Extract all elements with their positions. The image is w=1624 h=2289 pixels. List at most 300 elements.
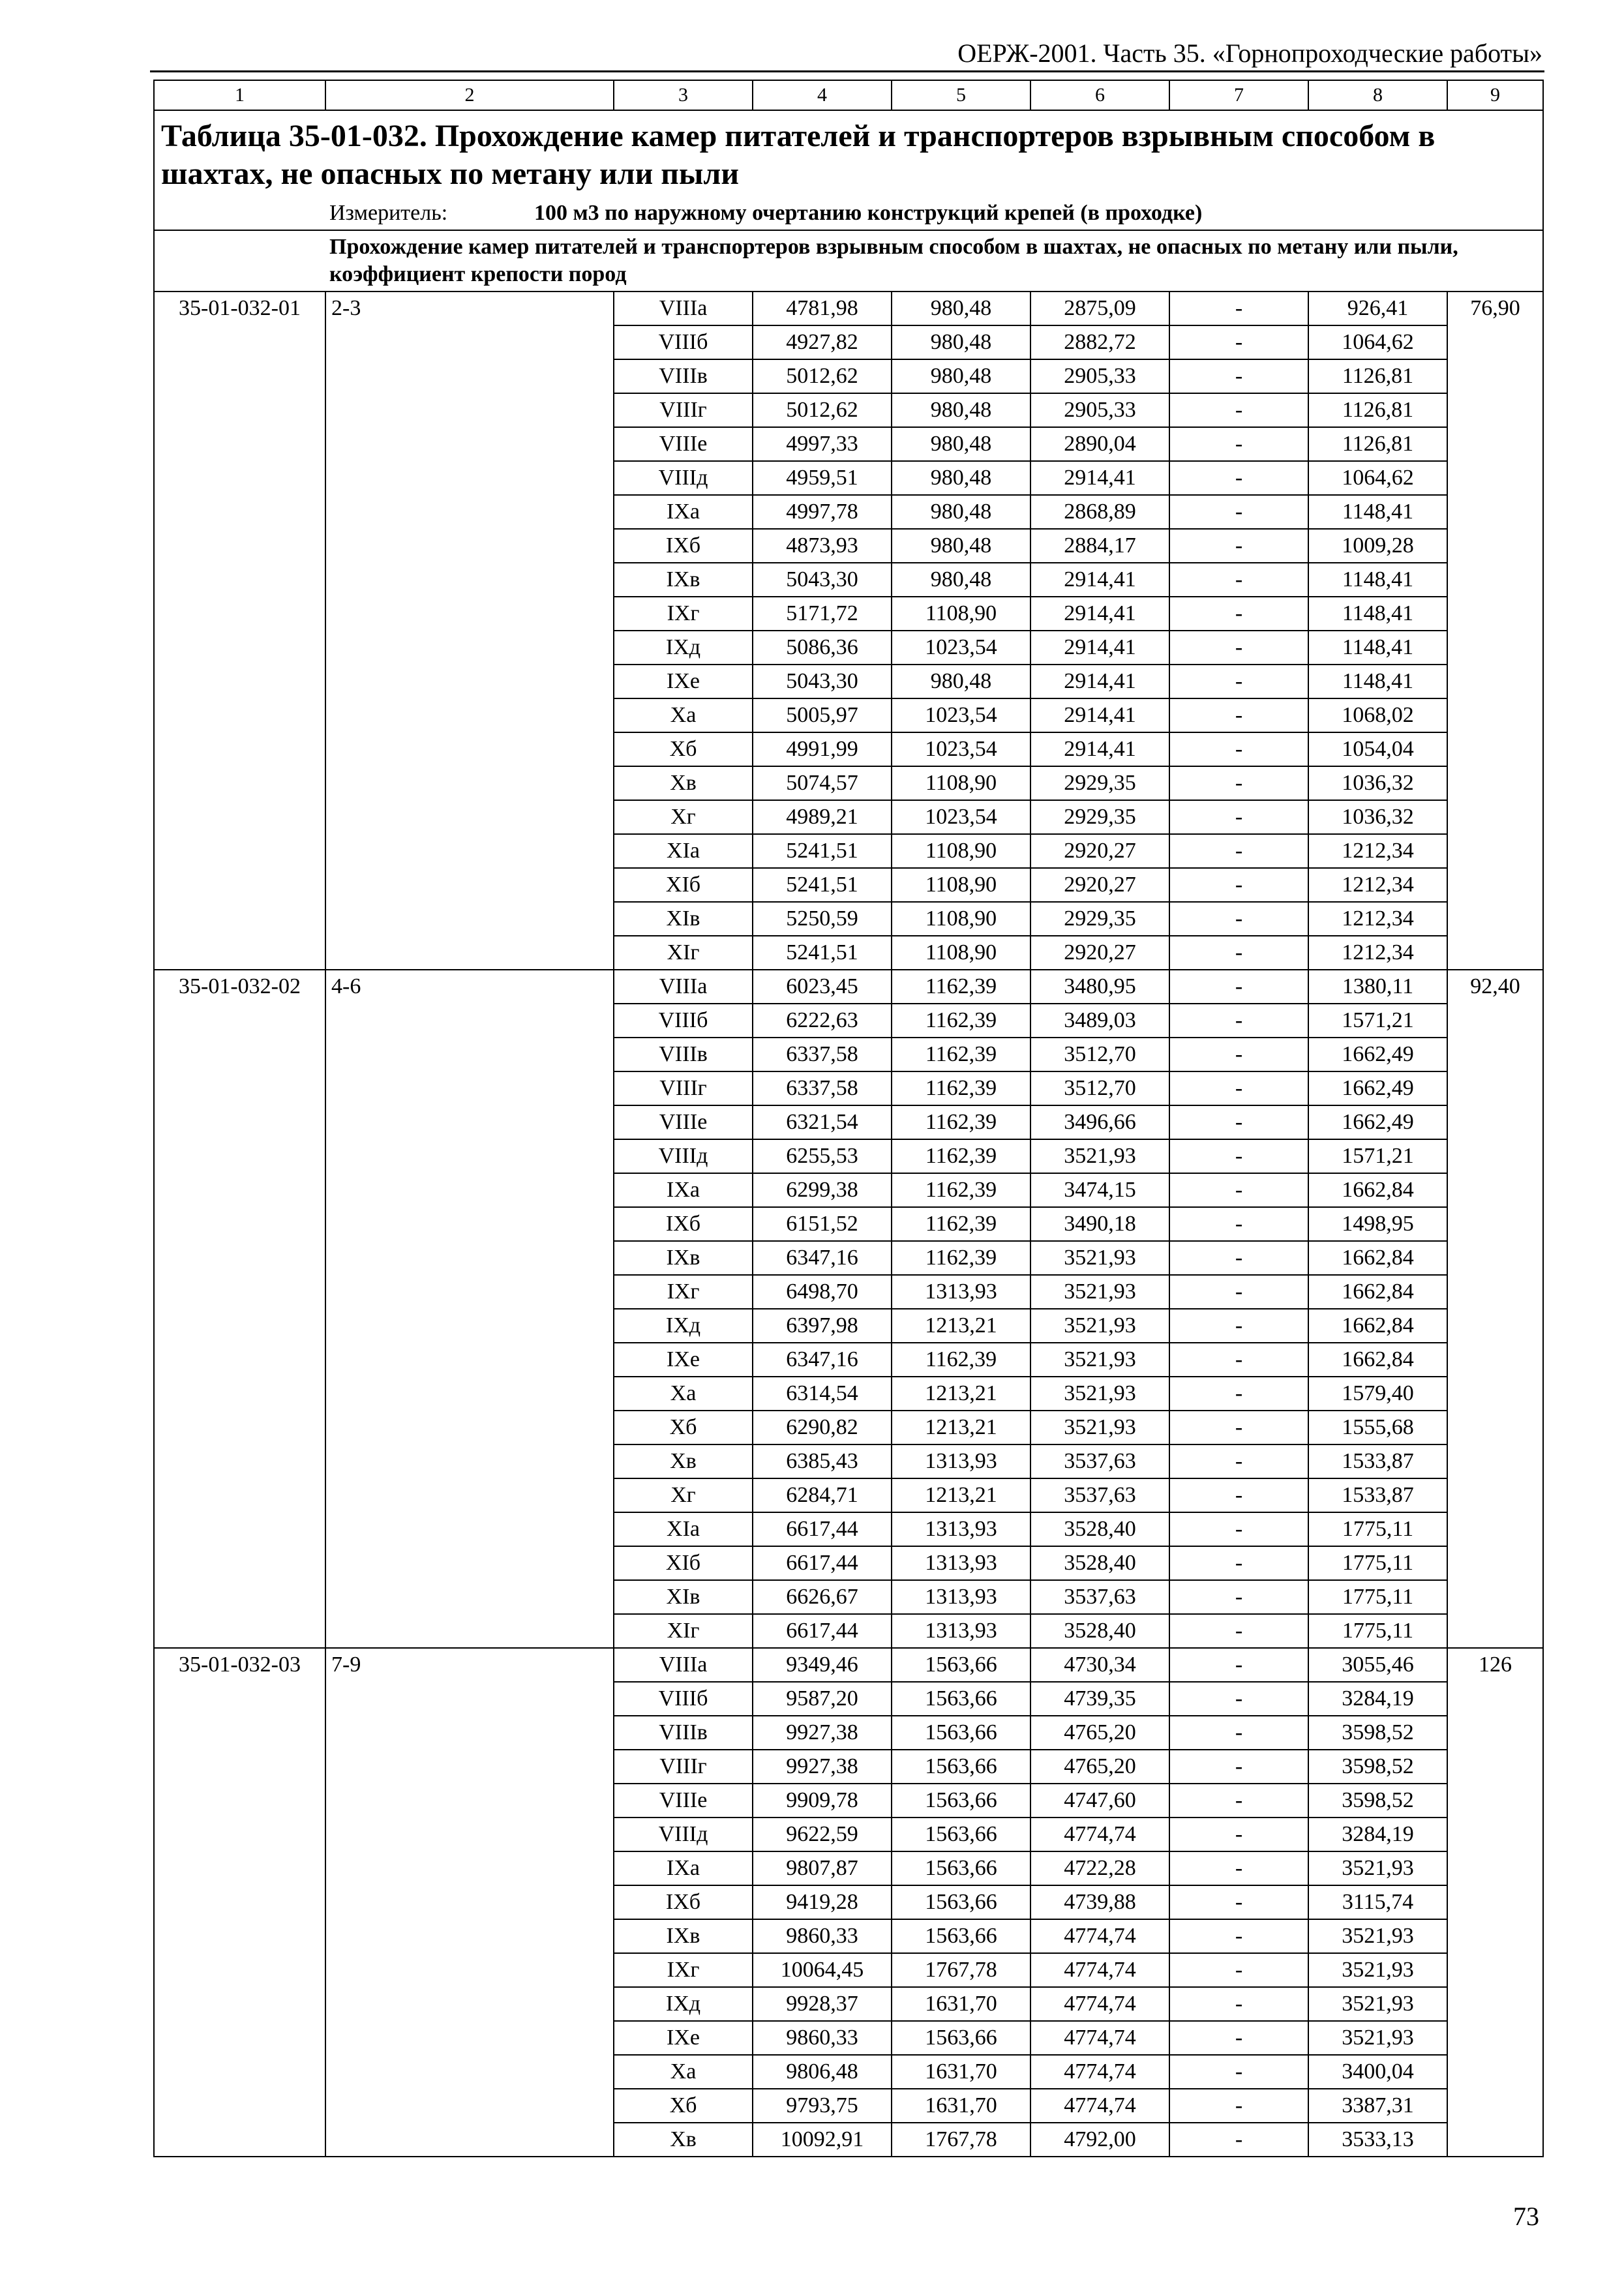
cell-total: 9928,37	[753, 1987, 892, 2021]
cell-wages: 980,48	[892, 325, 1030, 359]
subheader-text: Прохождение камер питателей и транспортеров взрывным способом в шахтах, не опасных по метану или пыли, коэффициент крепости пород	[325, 230, 1543, 292]
cell-driver-wages: -	[1169, 359, 1308, 393]
measure-row	[154, 197, 1543, 230]
cell-driver-wages: -	[1169, 1818, 1308, 1851]
cell-machines: 4739,35	[1030, 1682, 1169, 1716]
column-number: 2	[325, 80, 614, 110]
cell-total: 5005,97	[753, 698, 892, 732]
cell-driver-wages: -	[1169, 698, 1308, 732]
cell-materials: 1036,32	[1308, 766, 1447, 800]
cell-machines: 2890,04	[1030, 427, 1169, 461]
row-category: IXд	[614, 631, 753, 665]
cell-machines: 3474,15	[1030, 1173, 1169, 1207]
cell-driver-wages: -	[1169, 936, 1308, 970]
cell-total: 5241,51	[753, 834, 892, 868]
cell-driver-wages: -	[1169, 529, 1308, 563]
cell-driver-wages: -	[1169, 2055, 1308, 2089]
cell-total: 10092,91	[753, 2123, 892, 2157]
row-category: Xв	[614, 766, 753, 800]
cell-machines: 2905,33	[1030, 393, 1169, 427]
cell-wages: 1563,66	[892, 1784, 1030, 1818]
cell-materials: 1662,49	[1308, 1071, 1447, 1105]
cell-wages: 1023,54	[892, 732, 1030, 766]
cell-wages: 1162,39	[892, 1105, 1030, 1139]
cell-wages: 1108,90	[892, 834, 1030, 868]
cell-machines: 3480,95	[1030, 970, 1169, 1004]
cell-materials: 1555,68	[1308, 1411, 1447, 1444]
table-row	[154, 292, 1543, 325]
cell-wages: 980,48	[892, 563, 1030, 597]
cell-wages: 980,48	[892, 529, 1030, 563]
cell-total: 6626,67	[753, 1580, 892, 1614]
cell-total: 4997,33	[753, 427, 892, 461]
cell-total: 5043,30	[753, 563, 892, 597]
cell-total: 6023,45	[753, 970, 892, 1004]
cell-total: 5250,59	[753, 902, 892, 936]
cell-machines: 2929,35	[1030, 766, 1169, 800]
column-number: 4	[753, 80, 892, 110]
cell-machines: 2914,41	[1030, 631, 1169, 665]
cell-wages: 1162,39	[892, 1241, 1030, 1275]
cell-wages: 1108,90	[892, 936, 1030, 970]
cell-materials: 1662,84	[1308, 1275, 1447, 1309]
cell-machines: 2914,41	[1030, 563, 1169, 597]
row-category: IXа	[614, 1851, 753, 1885]
row-category: IXб	[614, 529, 753, 563]
cell-materials: 1068,02	[1308, 698, 1447, 732]
row-category: Xг	[614, 1478, 753, 1512]
cell-wages: 1563,66	[892, 1818, 1030, 1851]
cell-wages: 1108,90	[892, 766, 1030, 800]
cell-driver-wages: -	[1169, 1953, 1308, 1987]
cell-machines: 4774,74	[1030, 1987, 1169, 2021]
cell-wages: 1162,39	[892, 1173, 1030, 1207]
cell-driver-wages: -	[1169, 631, 1308, 665]
column-number: 7	[1169, 80, 1308, 110]
labor-hours: 92,40	[1447, 970, 1543, 1648]
cell-driver-wages: -	[1169, 1444, 1308, 1478]
row-category: XIв	[614, 902, 753, 936]
cell-materials: 1662,49	[1308, 1038, 1447, 1071]
cell-materials: 3521,93	[1308, 2021, 1447, 2055]
cell-materials: 1775,11	[1308, 1512, 1447, 1546]
cell-materials: 3284,19	[1308, 1818, 1447, 1851]
cell-materials: 3387,31	[1308, 2089, 1447, 2123]
cell-machines: 3521,93	[1030, 1241, 1169, 1275]
cell-total: 4959,51	[753, 461, 892, 495]
cell-driver-wages: -	[1169, 1750, 1308, 1784]
cell-machines: 4774,74	[1030, 1953, 1169, 1987]
cell-total: 9927,38	[753, 1716, 892, 1750]
table-row	[154, 970, 1543, 1004]
row-category: VIIIб	[614, 1004, 753, 1038]
row-category: VIIIг	[614, 1071, 753, 1105]
cell-materials: 1148,41	[1308, 597, 1447, 631]
cell-total: 6255,53	[753, 1139, 892, 1173]
cell-total: 9927,38	[753, 1750, 892, 1784]
cell-wages: 980,48	[892, 359, 1030, 393]
cell-materials: 3115,74	[1308, 1885, 1447, 1919]
cell-wages: 1563,66	[892, 1648, 1030, 1682]
row-category: VIIIе	[614, 427, 753, 461]
row-category: XIб	[614, 868, 753, 902]
cell-materials: 1064,62	[1308, 325, 1447, 359]
cell-driver-wages: -	[1169, 1173, 1308, 1207]
cell-wages: 1631,70	[892, 1987, 1030, 2021]
cell-wages: 1631,70	[892, 2055, 1030, 2089]
hardness-range: 2-3	[325, 292, 614, 970]
cell-total: 9587,20	[753, 1682, 892, 1716]
measure-cell	[325, 197, 1543, 230]
cell-materials: 3521,93	[1308, 1919, 1447, 1953]
row-category: IXв	[614, 563, 753, 597]
cell-materials: 1126,81	[1308, 393, 1447, 427]
cell-machines: 2929,35	[1030, 902, 1169, 936]
cell-materials: 1380,11	[1308, 970, 1447, 1004]
cell-machines: 3521,93	[1030, 1377, 1169, 1411]
row-category: VIIIб	[614, 325, 753, 359]
row-category: XIг	[614, 936, 753, 970]
cell-materials: 1148,41	[1308, 563, 1447, 597]
cell-machines: 3489,03	[1030, 1004, 1169, 1038]
cell-materials: 1212,34	[1308, 936, 1447, 970]
cell-wages: 1213,21	[892, 1411, 1030, 1444]
column-number-row	[154, 80, 1543, 110]
cell-materials: 1126,81	[1308, 427, 1447, 461]
cell-total: 9806,48	[753, 2055, 892, 2089]
cell-materials: 1148,41	[1308, 631, 1447, 665]
cell-driver-wages: -	[1169, 563, 1308, 597]
cell-machines: 3521,93	[1030, 1309, 1169, 1343]
row-category: IXе	[614, 665, 753, 698]
cell-materials: 1126,81	[1308, 359, 1447, 393]
cell-driver-wages: -	[1169, 1885, 1308, 1919]
cell-machines: 4792,00	[1030, 2123, 1169, 2157]
cell-wages: 1213,21	[892, 1309, 1030, 1343]
cell-driver-wages: -	[1169, 1478, 1308, 1512]
cell-total: 9349,46	[753, 1648, 892, 1682]
cell-wages: 1213,21	[892, 1377, 1030, 1411]
cell-wages: 1563,66	[892, 1851, 1030, 1885]
cell-total: 4997,78	[753, 495, 892, 529]
cell-wages: 980,48	[892, 461, 1030, 495]
cell-driver-wages: -	[1169, 461, 1308, 495]
cell-driver-wages: -	[1169, 1309, 1308, 1343]
cell-driver-wages: -	[1169, 732, 1308, 766]
measure-label: Измеритель:	[329, 201, 448, 225]
row-category: IXа	[614, 495, 753, 529]
cell-materials: 1148,41	[1308, 665, 1447, 698]
cell-materials: 1579,40	[1308, 1377, 1447, 1411]
cell-total: 9860,33	[753, 1919, 892, 1953]
cell-driver-wages: -	[1169, 902, 1308, 936]
cell-machines: 2914,41	[1030, 665, 1169, 698]
cell-driver-wages: -	[1169, 665, 1308, 698]
cell-total: 5241,51	[753, 936, 892, 970]
table-title: Таблица 35-01-032. Прохождение камер питателей и транспортеров взрывным способом в шахтах, не опасных по метану или пыли	[154, 110, 1543, 197]
cell-total: 4781,98	[753, 292, 892, 325]
cell-materials: 1571,21	[1308, 1004, 1447, 1038]
cell-machines: 2914,41	[1030, 698, 1169, 732]
cell-machines: 2914,41	[1030, 597, 1169, 631]
subheader-row	[154, 230, 1543, 292]
row-category: Xа	[614, 1377, 753, 1411]
price-table	[153, 80, 1544, 2157]
cell-wages: 1313,93	[892, 1546, 1030, 1580]
cell-driver-wages: -	[1169, 868, 1308, 902]
cell-machines: 3521,93	[1030, 1139, 1169, 1173]
cell-total: 5074,57	[753, 766, 892, 800]
cell-wages: 1313,93	[892, 1444, 1030, 1478]
cell-materials: 1662,84	[1308, 1173, 1447, 1207]
cell-driver-wages: -	[1169, 1716, 1308, 1750]
row-category: VIIIа	[614, 292, 753, 325]
cell-driver-wages: -	[1169, 1648, 1308, 1682]
cell-driver-wages: -	[1169, 1784, 1308, 1818]
cell-total: 4991,99	[753, 732, 892, 766]
cell-total: 9909,78	[753, 1784, 892, 1818]
cell-total: 6222,63	[753, 1004, 892, 1038]
cell-materials: 3400,04	[1308, 2055, 1447, 2089]
page-number: 73	[1513, 2202, 1539, 2231]
row-category: Xг	[614, 800, 753, 834]
cell-total: 6321,54	[753, 1105, 892, 1139]
cell-driver-wages: -	[1169, 1580, 1308, 1614]
cell-driver-wages: -	[1169, 427, 1308, 461]
row-category: Xв	[614, 2123, 753, 2157]
cell-driver-wages: -	[1169, 2123, 1308, 2157]
cell-machines: 2920,27	[1030, 834, 1169, 868]
cell-driver-wages: -	[1169, 1038, 1308, 1071]
cell-total: 9622,59	[753, 1818, 892, 1851]
cell-driver-wages: -	[1169, 2021, 1308, 2055]
row-category: VIIIб	[614, 1682, 753, 1716]
row-category: Xа	[614, 2055, 753, 2089]
cell-materials: 1662,84	[1308, 1309, 1447, 1343]
cell-wages: 1162,39	[892, 970, 1030, 1004]
cell-driver-wages: -	[1169, 1071, 1308, 1105]
cell-materials: 3284,19	[1308, 1682, 1447, 1716]
cell-total: 6314,54	[753, 1377, 892, 1411]
cell-machines: 2914,41	[1030, 732, 1169, 766]
title-row	[154, 110, 1543, 197]
cell-total: 9419,28	[753, 1885, 892, 1919]
cell-materials: 3521,93	[1308, 1953, 1447, 1987]
cell-wages: 1108,90	[892, 868, 1030, 902]
cell-total: 6151,52	[753, 1207, 892, 1241]
row-category: VIIIа	[614, 970, 753, 1004]
row-category: VIIIд	[614, 1139, 753, 1173]
cell-total: 9793,75	[753, 2089, 892, 2123]
cell-wages: 1767,78	[892, 1953, 1030, 1987]
cell-total: 5086,36	[753, 631, 892, 665]
cell-wages: 1162,39	[892, 1071, 1030, 1105]
cell-machines: 2884,17	[1030, 529, 1169, 563]
cell-driver-wages: -	[1169, 1851, 1308, 1885]
cell-wages: 980,48	[892, 665, 1030, 698]
cell-wages: 1767,78	[892, 2123, 1030, 2157]
cell-wages: 1563,66	[892, 1682, 1030, 1716]
cell-wages: 1162,39	[892, 1139, 1030, 1173]
cell-driver-wages: -	[1169, 1682, 1308, 1716]
cell-total: 6347,16	[753, 1241, 892, 1275]
cell-machines: 3528,40	[1030, 1546, 1169, 1580]
rate-code: 35-01-032-01	[154, 292, 325, 970]
column-number: 5	[892, 80, 1030, 110]
cell-materials: 1775,11	[1308, 1614, 1447, 1648]
cell-total: 6337,58	[753, 1038, 892, 1071]
cell-wages: 1108,90	[892, 902, 1030, 936]
cell-total: 9860,33	[753, 2021, 892, 2055]
cell-materials: 3598,52	[1308, 1784, 1447, 1818]
row-category: XIа	[614, 1512, 753, 1546]
cell-wages: 1162,39	[892, 1038, 1030, 1071]
cell-machines: 4774,74	[1030, 2089, 1169, 2123]
row-category: IXг	[614, 1953, 753, 1987]
cell-driver-wages: -	[1169, 1377, 1308, 1411]
cell-wages: 1631,70	[892, 2089, 1030, 2123]
rate-code: 35-01-032-03	[154, 1648, 325, 2157]
cell-materials: 1662,84	[1308, 1241, 1447, 1275]
cell-machines: 2882,72	[1030, 325, 1169, 359]
row-category: VIIIе	[614, 1784, 753, 1818]
row-category: IXв	[614, 1241, 753, 1275]
cell-driver-wages: -	[1169, 2089, 1308, 2123]
row-category: VIIIв	[614, 1716, 753, 1750]
table-row	[154, 1648, 1543, 1682]
cell-driver-wages: -	[1169, 1241, 1308, 1275]
cell-materials: 3055,46	[1308, 1648, 1447, 1682]
cell-wages: 1563,66	[892, 1919, 1030, 1953]
cell-materials: 1662,84	[1308, 1343, 1447, 1377]
cell-machines: 2868,89	[1030, 495, 1169, 529]
cell-driver-wages: -	[1169, 292, 1308, 325]
cell-wages: 980,48	[892, 393, 1030, 427]
row-category: Xб	[614, 732, 753, 766]
row-category: XIа	[614, 834, 753, 868]
cell-total: 6337,58	[753, 1071, 892, 1105]
cell-total: 4989,21	[753, 800, 892, 834]
cell-machines: 3537,63	[1030, 1478, 1169, 1512]
row-category: VIIIв	[614, 1038, 753, 1071]
cell-total: 6617,44	[753, 1546, 892, 1580]
row-category: VIIIд	[614, 1818, 753, 1851]
row-category: IXв	[614, 1919, 753, 1953]
cell-wages: 1162,39	[892, 1343, 1030, 1377]
row-category: IXа	[614, 1173, 753, 1207]
cell-materials: 1212,34	[1308, 834, 1447, 868]
row-category: IXд	[614, 1309, 753, 1343]
row-category: VIIIе	[614, 1105, 753, 1139]
cell-machines: 3528,40	[1030, 1512, 1169, 1546]
row-category: VIIIг	[614, 393, 753, 427]
cell-driver-wages: -	[1169, 766, 1308, 800]
cell-driver-wages: -	[1169, 1004, 1308, 1038]
row-category: IXе	[614, 1343, 753, 1377]
cell-materials: 1533,87	[1308, 1478, 1447, 1512]
column-number: 1	[154, 80, 325, 110]
cell-machines: 4747,60	[1030, 1784, 1169, 1818]
cell-total: 6397,98	[753, 1309, 892, 1343]
cell-driver-wages: -	[1169, 1411, 1308, 1444]
cell-machines: 2920,27	[1030, 936, 1169, 970]
rate-code: 35-01-032-02	[154, 970, 325, 1648]
cell-wages: 1313,93	[892, 1614, 1030, 1648]
cell-machines: 3512,70	[1030, 1071, 1169, 1105]
cell-materials: 3521,93	[1308, 1987, 1447, 2021]
row-category: VIIIв	[614, 359, 753, 393]
cell-materials: 1009,28	[1308, 529, 1447, 563]
cell-materials: 1533,87	[1308, 1444, 1447, 1478]
row-category: IXб	[614, 1885, 753, 1919]
row-category: IXг	[614, 1275, 753, 1309]
cell-wages: 1162,39	[892, 1207, 1030, 1241]
cell-machines: 4765,20	[1030, 1750, 1169, 1784]
cell-wages: 980,48	[892, 495, 1030, 529]
cell-machines: 3528,40	[1030, 1614, 1169, 1648]
cell-machines: 2905,33	[1030, 359, 1169, 393]
cell-machines: 3521,93	[1030, 1411, 1169, 1444]
cell-wages: 1563,66	[892, 1750, 1030, 1784]
cell-total: 10064,45	[753, 1953, 892, 1987]
cell-driver-wages: -	[1169, 1614, 1308, 1648]
row-category: VIIIа	[614, 1648, 753, 1682]
cell-materials: 3521,93	[1308, 1851, 1447, 1885]
cell-driver-wages: -	[1169, 495, 1308, 529]
cell-total: 5043,30	[753, 665, 892, 698]
cell-machines: 3521,93	[1030, 1343, 1169, 1377]
cell-machines: 2914,41	[1030, 461, 1169, 495]
cell-total: 9807,87	[753, 1851, 892, 1885]
measure-value: 100 м3 по наружному очертанию конструкций крепей (в проходке)	[534, 201, 1203, 225]
cell-driver-wages: -	[1169, 1919, 1308, 1953]
cell-driver-wages: -	[1169, 597, 1308, 631]
cell-total: 6299,38	[753, 1173, 892, 1207]
cell-driver-wages: -	[1169, 1275, 1308, 1309]
cell-machines: 4774,74	[1030, 2055, 1169, 2089]
cell-total: 4873,93	[753, 529, 892, 563]
cell-machines: 3490,18	[1030, 1207, 1169, 1241]
cell-wages: 980,48	[892, 292, 1030, 325]
cell-materials: 1054,04	[1308, 732, 1447, 766]
row-category: XIв	[614, 1580, 753, 1614]
cell-total: 5012,62	[753, 393, 892, 427]
cell-wages: 1313,93	[892, 1275, 1030, 1309]
cell-total: 5241,51	[753, 868, 892, 902]
cell-driver-wages: -	[1169, 1343, 1308, 1377]
cell-driver-wages: -	[1169, 1512, 1308, 1546]
cell-machines: 2875,09	[1030, 292, 1169, 325]
column-number: 3	[614, 80, 753, 110]
empty-cell	[154, 197, 325, 230]
cell-materials: 926,41	[1308, 292, 1447, 325]
cell-machines: 3537,63	[1030, 1580, 1169, 1614]
cell-driver-wages: -	[1169, 1546, 1308, 1580]
cell-driver-wages: -	[1169, 1139, 1308, 1173]
labor-hours: 126	[1447, 1648, 1543, 2157]
row-category: IXд	[614, 1987, 753, 2021]
cell-total: 5171,72	[753, 597, 892, 631]
row-category: XIб	[614, 1546, 753, 1580]
cell-total: 6498,70	[753, 1275, 892, 1309]
cell-driver-wages: -	[1169, 1105, 1308, 1139]
cell-total: 4927,82	[753, 325, 892, 359]
cell-machines: 4774,74	[1030, 1818, 1169, 1851]
cell-machines: 3496,66	[1030, 1105, 1169, 1139]
cell-machines: 4730,34	[1030, 1648, 1169, 1682]
cell-materials: 3598,52	[1308, 1716, 1447, 1750]
column-number: 8	[1308, 80, 1447, 110]
